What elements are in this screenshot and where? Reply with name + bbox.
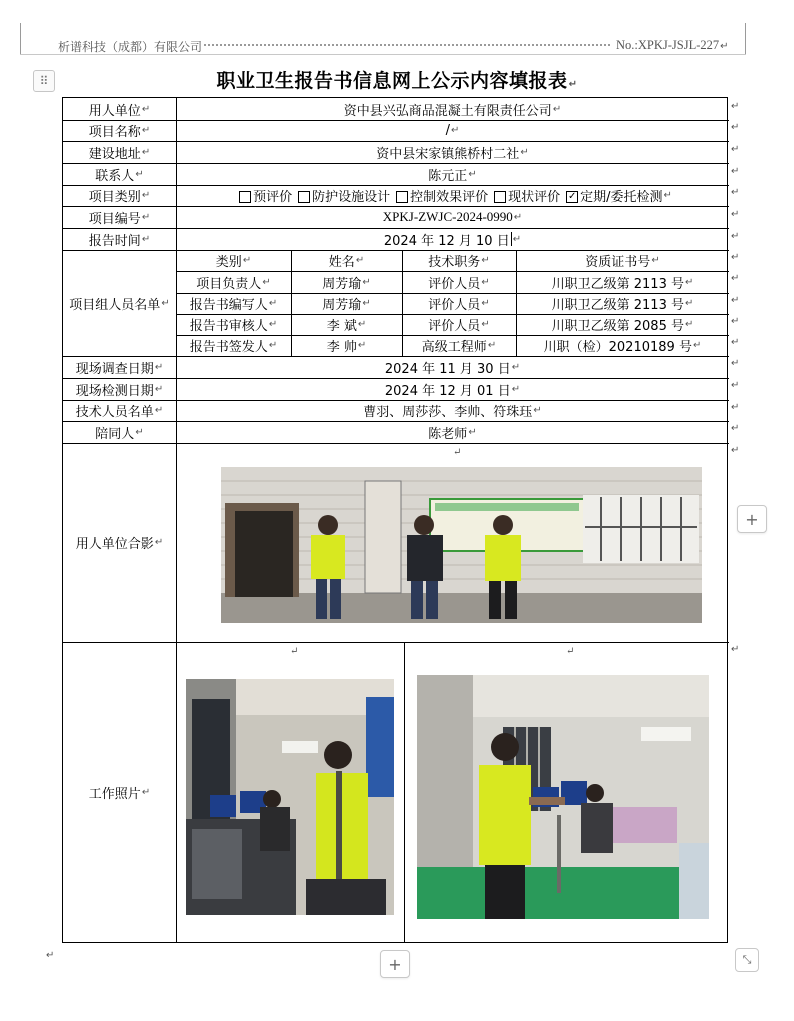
team-row-name[interactable]: 周芳瑜 ↵ [322, 298, 371, 313]
team-row-cert[interactable]: 川职卫乙级第 2085 号 ↵ [551, 319, 694, 334]
team-row-name[interactable]: 李 帅 ↵ [326, 340, 367, 355]
info-table [62, 97, 728, 943]
row-end-mark: ↵ [731, 101, 740, 112]
category-label: 项目类别 ↵ [88, 190, 151, 205]
team-row-cert[interactable]: 川职（检）20210189 号 ↵ [543, 340, 702, 355]
team-header-cert: 资质证书号 ↵ [585, 255, 660, 270]
tech-staff-value[interactable]: 曹羽、周莎莎、李帅、符珠珏 ↵ [363, 405, 542, 420]
table-resize-handle[interactable]: ⤡ [735, 948, 759, 972]
employer-label: 用人单位 ↵ [88, 103, 151, 119]
team-row-role: 项目负责人 ↵ [196, 276, 271, 292]
row-end-mark: ↵ [731, 337, 740, 348]
checkbox-pre-evaluation[interactable] [239, 191, 251, 203]
paragraph-mark: ↵ [453, 447, 462, 458]
header-company: 析谱科技（成都）有限公司 [58, 40, 203, 54]
row-end-mark: ↵ [731, 187, 740, 198]
crop-mark [20, 23, 21, 54]
row-end-mark: ↵ [731, 295, 740, 306]
project-name-label: 项目名称 ↵ [88, 125, 151, 140]
escort-label: 陪同人 ↵ [95, 426, 144, 442]
category-option-label: 定期/委托检测 [580, 190, 663, 205]
text-cursor [511, 232, 512, 246]
row-end-mark: ↵ [731, 273, 740, 284]
checkbox-protection-design[interactable] [298, 191, 310, 203]
paragraph-mark: ↵ [46, 950, 55, 961]
checkbox-periodic-testing[interactable]: ✓ [567, 190, 577, 202]
row-end-mark: ↵ [731, 644, 740, 655]
tech-staff-label: 技术人员名单 ↵ [75, 405, 164, 420]
test-date-value[interactable]: 2024 年 12 月 01 日 ↵ [384, 383, 521, 399]
team-row-cert[interactable]: 川职卫乙级第 2113 号 ↵ [551, 276, 694, 292]
paragraph-mark: ↵ [566, 646, 575, 657]
team-row-name[interactable]: 周芳瑜 ↵ [322, 276, 371, 292]
team-header-name: 姓名 ↵ [328, 255, 365, 270]
header-leader-dots [204, 44, 610, 46]
report-date-value[interactable]: 2024 年 12 月 10 日 ↵ [383, 233, 522, 249]
team-header-category: 类别 ↵ [215, 255, 252, 270]
header-rule [20, 54, 746, 55]
contact-value[interactable]: 陈元正 ↵ [428, 168, 477, 184]
row-end-mark: ↵ [731, 423, 740, 434]
project-no-value[interactable]: XPKJ-ZWJC-2024-0990 ↵ [382, 209, 523, 224]
row-end-mark: ↵ [731, 445, 740, 456]
category-option-label: 控制效果评价 [410, 190, 489, 205]
contact-label: 联系人 ↵ [95, 168, 144, 184]
work-photo-label: 工作照片 ↵ [88, 787, 151, 802]
team-row-title[interactable]: 评价人员 ↵ [428, 319, 490, 334]
row-end-mark: ↵ [731, 252, 740, 263]
paragraph-mark: ↵ [290, 646, 299, 657]
report-date-label: 报告时间 ↵ [88, 233, 151, 249]
checkbox-status-evaluation[interactable] [494, 191, 506, 203]
work-photo-control-room[interactable] [186, 679, 394, 915]
checkbox-control-effect[interactable] [396, 191, 408, 203]
test-date-label: 现场检测日期 ↵ [75, 383, 164, 399]
header-doc-number: No.:XPKJ-JSJL-227↵ [616, 38, 729, 52]
team-row-title[interactable]: 评价人员 ↵ [428, 298, 490, 313]
row-end-mark: ↵ [731, 231, 740, 242]
category-option-label: 预评价 [253, 190, 293, 205]
crop-mark [745, 23, 746, 54]
row-end-mark: ↵ [731, 122, 740, 133]
table-drag-handle[interactable]: ⠿ [33, 70, 55, 92]
add-row-button[interactable]: + [380, 950, 410, 978]
team-row-role: 报告书签发人 ↵ [189, 340, 278, 355]
survey-date-label: 现场调查日期 ↵ [75, 361, 164, 377]
row-end-mark: ↵ [731, 209, 740, 220]
row-end-mark: ↵ [731, 316, 740, 327]
team-row-cert[interactable]: 川职卫乙级第 2113 号 ↵ [551, 298, 694, 313]
team-row-name[interactable]: 李 斌 ↵ [326, 319, 367, 334]
team-row-role: 报告书编写人 ↵ [189, 298, 278, 313]
category-options: 预评价 防护设施设计 控制效果评价 现状评价 ✓ 定期/委托检测 ↵ [176, 185, 729, 206]
address-label: 建设地址 ↵ [88, 146, 151, 162]
employer-value[interactable]: 资中县兴弘商品混凝土有限责任公司 ↵ [343, 103, 562, 119]
team-row-title[interactable]: 高级工程师 ↵ [421, 340, 497, 355]
row-end-mark: ↵ [731, 380, 740, 391]
team-row-title[interactable]: 评价人员 ↵ [428, 276, 490, 292]
row-end-mark: ↵ [731, 402, 740, 413]
work-photo-field-test[interactable] [417, 675, 709, 919]
escort-value[interactable]: 陈老师 ↵ [428, 426, 477, 442]
team-label: 项目组人员名单 ↵ [69, 297, 170, 313]
category-option-label: 防护设施设计 [312, 190, 391, 205]
survey-date-value[interactable]: 2024 年 11 月 30 日 ↵ [384, 361, 521, 377]
team-header-title: 技术职务 ↵ [428, 255, 490, 270]
row-end-mark: ↵ [731, 358, 740, 369]
row-end-mark: ↵ [731, 166, 740, 177]
project-name-value[interactable]: / ↵ [445, 123, 460, 138]
team-row-role: 报告书审核人 ↵ [189, 319, 278, 334]
group-photo[interactable] [221, 467, 702, 623]
address-value[interactable]: 资中县宋家镇熊桥村二社 ↵ [376, 146, 529, 162]
project-no-label: 项目编号 ↵ [88, 211, 151, 227]
row-end-mark: ↵ [731, 144, 740, 155]
page-title: 职业卫生报告书信息网上公示内容填报表↵ [216, 70, 578, 92]
category-option-label: 现状评价 [508, 190, 561, 205]
group-photo-label: 用人单位合影 ↵ [75, 537, 164, 552]
add-column-button[interactable]: + [737, 505, 767, 533]
